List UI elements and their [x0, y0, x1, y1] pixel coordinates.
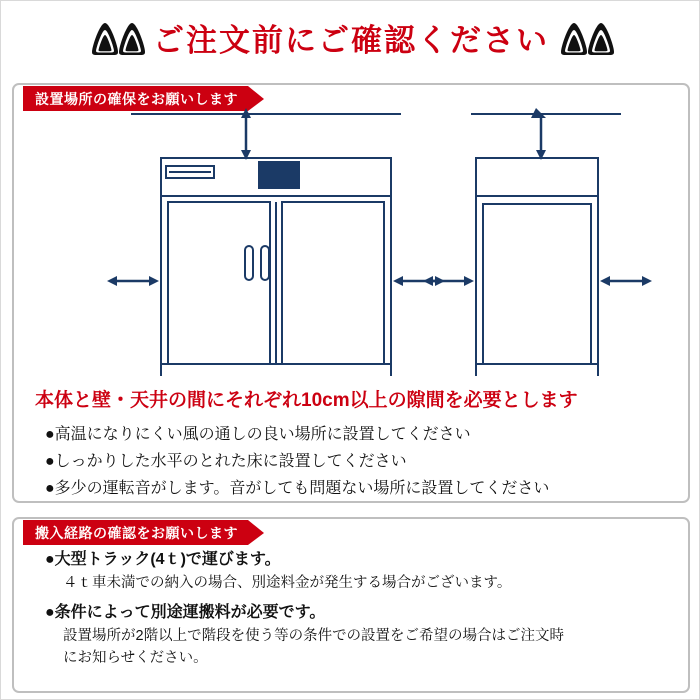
onigiri-icon: [90, 22, 116, 52]
clearance-requirement-note: 本体と壁・天井の間にそれぞれ10cm以上の隙間を必要とします: [35, 390, 578, 411]
right-clearance-arrow-side: [600, 276, 652, 286]
install-bullet-item: ●多少の運転音がします。音がしても問題ない場所に設置してください: [45, 480, 550, 497]
page-title: ご注文前にご確認ください: [153, 22, 549, 58]
onigiri-icon-right: [559, 22, 612, 52]
onigiri-icon: [117, 22, 143, 52]
left-clearance-arrow-side: [423, 276, 474, 286]
install-panel-ribbon-label: 設置場所の確保をお願いします: [23, 86, 264, 111]
route-note-sub: ４ｔ車未満での納入の場合、別途料金が発生する場合がございます。: [63, 575, 512, 591]
install-bullet-item: ●高温になりにくい風の通しの良い場所に設置してください: [45, 426, 471, 443]
install-bullet-list: [45, 421, 675, 502]
refrigerator-clearance-diagram: [21, 106, 681, 376]
onigiri-icon: [586, 22, 612, 52]
top-clearance-arrow-front: [241, 108, 251, 160]
left-clearance-arrow-front: [107, 276, 159, 286]
route-note-list: [45, 547, 675, 669]
route-note-sub: にお知らせください。: [63, 650, 208, 666]
route-note-main: ●大型トラック(4ｔ)で運びます。: [45, 551, 281, 568]
top-clearance-arrow-side: [531, 108, 546, 160]
route-panel-ribbon-label: 搬入経路の確認をお願いします: [23, 520, 264, 545]
install-bullet-item: ●しっかりした水平のとれた床に設置してください: [45, 453, 407, 470]
onigiri-icon-left: [90, 22, 143, 52]
route-note-main: ●条件によって別途運搬料が必要です。: [45, 604, 326, 621]
onigiri-icon: [559, 22, 585, 52]
route-note-sub: 設置場所が2階以上で階段を使う等の条件での設置をご希望の場合はご注文時: [63, 628, 565, 644]
page-header: [1, 1, 700, 73]
